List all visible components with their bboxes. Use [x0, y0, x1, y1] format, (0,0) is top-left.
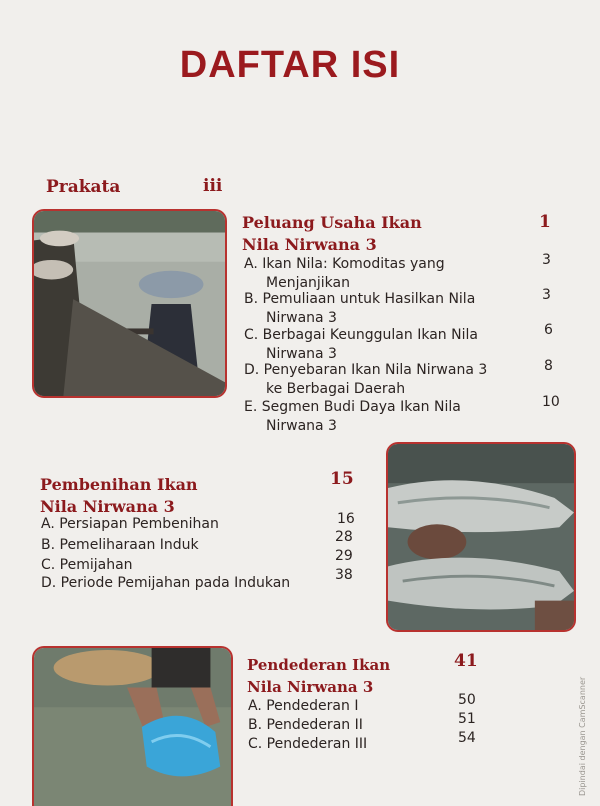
toc-item-3b-page: 51 [458, 711, 476, 727]
toc-item-1b-page: 3 [542, 287, 551, 303]
fish-harvest-photo [32, 209, 227, 398]
toc-item-text: C. Berbagai Keunggulan Ikan Nila [244, 327, 478, 343]
toc-item-1d-page: 8 [544, 358, 553, 374]
toc-item-2b-page: 28 [335, 529, 353, 545]
page-title: DAFTAR ISI [179, 44, 401, 86]
toc-item-text-cont: Nirwana 3 [266, 310, 337, 326]
toc-item-3c: C. Pendederan III [248, 736, 368, 752]
toc-item-text-cont: ke Berbagai Daerah [266, 381, 406, 397]
section-1-title-line1: Peluang Usaha Ikan [242, 213, 422, 232]
section-1-page: 1 [539, 212, 551, 232]
section-3-title-line2: Nila Nirwana 3 [247, 678, 374, 696]
toc-item-3a-page: 50 [458, 692, 476, 708]
section-1-title-line2: Nila Nirwana 3 [242, 235, 377, 254]
toc-item-text: B. Pemuliaan untuk Hasilkan Nila [244, 291, 476, 307]
section-2-page: 15 [330, 469, 354, 489]
pendederan-photo [32, 646, 233, 806]
scanner-watermark: Dipindai dengan CamScanner [578, 676, 587, 796]
toc-item-2d-page: 38 [335, 567, 353, 583]
toc-item-3a: A. Pendederan I [248, 698, 359, 714]
section-2-title-line1: Pembenihan Ikan [40, 475, 198, 494]
toc-item-text: D. Penyebaran Ikan Nila Nirwana 3 [244, 362, 488, 378]
toc-item-3c-page: 54 [458, 730, 476, 746]
toc-item-1a [244, 255, 445, 293]
toc-item-2a-page: 16 [337, 511, 355, 527]
toc-item-2d: D. Periode Pemijahan pada Indukan [41, 575, 291, 591]
toc-item-text: A. Ikan Nila: Komoditas yang [244, 256, 445, 272]
toc-item-2b: B. Pemeliharaan Induk [41, 537, 199, 553]
toc-item-text-cont: Menjanjikan [266, 275, 350, 291]
toc-item-2a: A. Persiapan Pembenihan [41, 516, 219, 532]
toc-item-text-cont: Nirwana 3 [266, 418, 337, 434]
toc-item-1e [244, 398, 461, 436]
toc-item-1e-page: 10 [542, 394, 560, 410]
toc-item-1d [244, 361, 487, 399]
toc-item-text-cont: Nirwana 3 [266, 346, 337, 362]
toc-item-1b [244, 290, 475, 328]
toc-item-text: E. Segmen Budi Daya Ikan Nila [244, 399, 461, 415]
section-3-title-line1: Pendederan Ikan [247, 656, 391, 674]
toc-item-2c: C. Pemijahan [41, 557, 133, 573]
toc-item-2c-page: 29 [335, 548, 353, 564]
toc-item-1a-page: 3 [542, 252, 551, 268]
section-3-page: 41 [454, 651, 478, 671]
prakata-label: Prakata [46, 177, 121, 197]
prakata-page: iii [203, 176, 223, 196]
section-2-title-line2: Nila Nirwana 3 [40, 497, 175, 516]
toc-item-1c [244, 326, 478, 364]
nila-fish-photo [386, 442, 576, 632]
toc-item-3b: B. Pendederan II [248, 717, 363, 733]
toc-item-1c-page: 6 [544, 322, 553, 338]
